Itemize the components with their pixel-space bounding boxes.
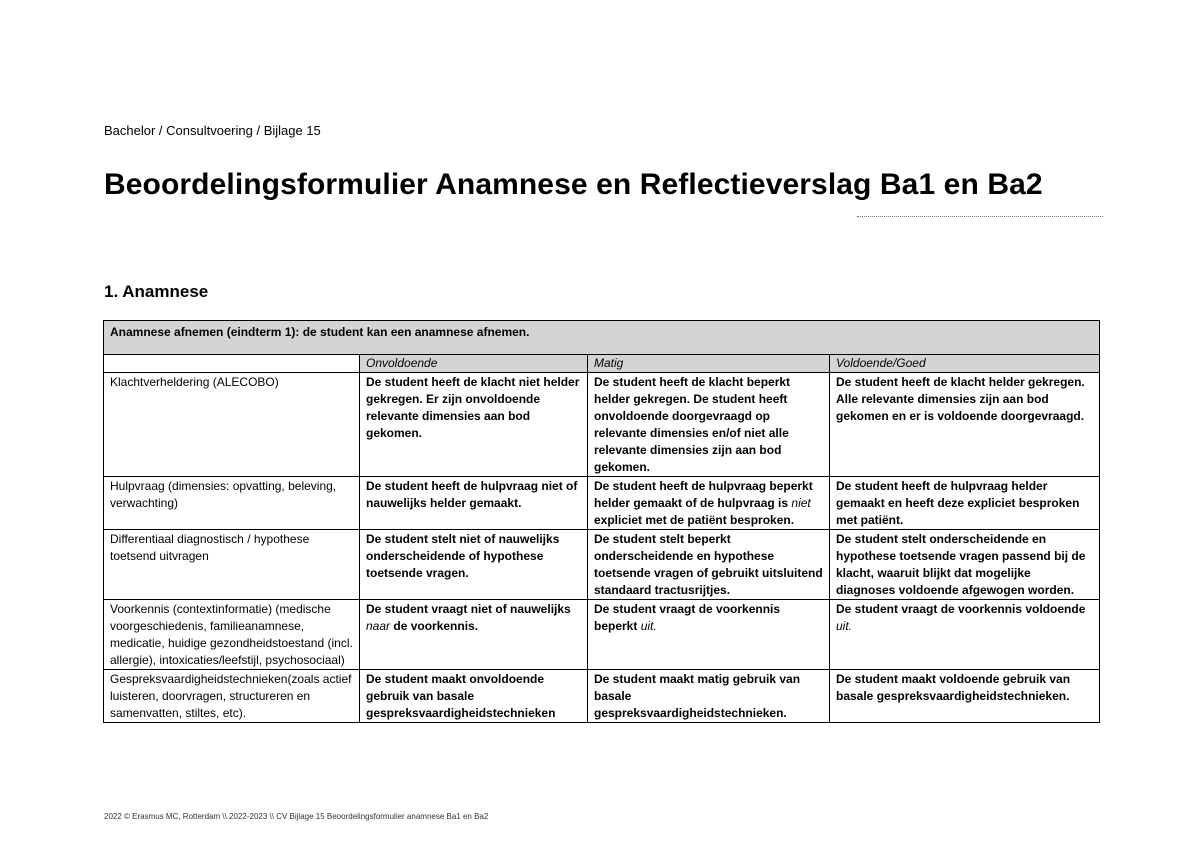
breadcrumb: Bachelor / Consultvoering / Bijlage 15 [104,123,321,138]
matig-text-end: expliciet met de patiënt besproken. [594,513,795,527]
goed-cell: De student maakt voldoende gebruik van basale gespreksvaardigheidstechnieken. [830,670,1100,723]
level-onvoldoende: Onvoldoende [360,355,588,373]
criterion-cell: Differentiaal diagnostisch / hypothese toetsend uitvragen [104,530,360,600]
goed-emphasis: uit. [836,619,853,633]
table-row [104,670,1100,723]
matig-cell: De student maakt matig gebruik van basale gespreksvaardigheidstechnieken. [588,670,830,723]
matig-emphasis: niet [791,496,811,510]
rubric-table [103,320,1100,723]
levels-empty-cell [104,355,360,373]
table-row [104,477,1100,530]
matig-cell [588,600,830,670]
page-title: Beoordelingsformulier Anamnese en Reflectieverslag Ba1 en Ba2 [104,168,1043,201]
criterion-cell: Voorkennis (contextinformatie) (medische voorgeschiedenis, familieanamnese, medicatie, huidige gezondheidstoestand (incl. allergie), intoxicaties/leefstijl, psychosociaal) [104,600,360,670]
matig-cell: De student heeft de klacht beperkt helder gekregen. De student heeft onvoldoende doorgevraagd op relevante dimensies en/of niet alle relevante dimensies zijn aan bod gekomen. [588,373,830,477]
onvoldoende-cell [360,600,588,670]
onvoldoende-cell: De student stelt niet of nauwelijks onderscheidende of hypothese toetsende vragen. [360,530,588,600]
onvoldoende-cell: De student heeft de hulpvraag niet of nauwelijks helder gemaakt. [360,477,588,530]
goed-cell [830,600,1100,670]
table-header-row [104,321,1100,355]
matig-text: De student vraagt de voorkennis beperkt [594,602,781,633]
level-voldoende-goed: Voldoende/Goed [830,355,1100,373]
criterion-cell: Hulpvraag (dimensies: opvatting, beleving, verwachting) [104,477,360,530]
table-row [104,530,1100,600]
section-heading: 1. Anamnese [104,282,209,301]
onvoldoende-text: De student vraagt niet of nauwelijks [366,602,571,616]
onvoldoende-emphasis: naar [366,619,391,633]
matig-cell: De student stelt beperkt onderscheidende en hypothese toetsende vragen of gebruikt uitsluitend standaard tractusrijtjes. [588,530,830,600]
matig-cell [588,477,830,530]
onvoldoende-text-end: de voorkennis. [390,619,479,633]
goed-text: De student vraagt de voorkennis voldoende [836,602,1086,616]
page-footer: 2022 © Erasmus MC, Rotterdam \\ 2022-2023 \\ CV Bijlage 15 Beoordelingsformulier anamnese Ba1 en Ba2 [104,812,489,821]
level-matig: Matig [588,355,830,373]
table-row [104,373,1100,477]
levels-row [104,355,1100,373]
goed-cell: De student stelt onderscheidende en hypothese toetsende vragen passend bij de klacht, waaruit blijkt dat mogelijke diagnoses voldoende afgewogen worden. [830,530,1100,600]
goed-cell: De student heeft de klacht helder gekregen. Alle relevante dimensies zijn aan bod gekomen en er is voldoende doorgevraagd. [830,373,1100,477]
onvoldoende-cell: De student maakt onvoldoende gebruik van basale gespreksvaardigheidstechnieken [360,670,588,723]
goed-cell: De student heeft de hulpvraag helder gemaakt en heeft deze expliciet besproken met patiënt. [830,477,1100,530]
table-title: Anamnese afnemen (eindterm 1): de student kan een anamnese afnemen. [104,321,1100,355]
matig-emphasis: uit. [640,619,657,633]
title-dotted-rule [857,216,1103,217]
criterion-cell: Gespreksvaardigheidstechnieken(zoals actief luisteren, doorvragen, structureren en samenvatten, stiltes, etc). [104,670,360,723]
matig-text: De student heeft de hulpvraag beperkt helder gemaakt of de hulpvraag is [594,479,813,510]
table-row [104,600,1100,670]
onvoldoende-cell: De student heeft de klacht niet helder gekregen. Er zijn onvoldoende relevante dimensies aan bod gekomen. [360,373,588,477]
criterion-cell: Klachtverheldering (ALECOBO) [104,373,360,477]
